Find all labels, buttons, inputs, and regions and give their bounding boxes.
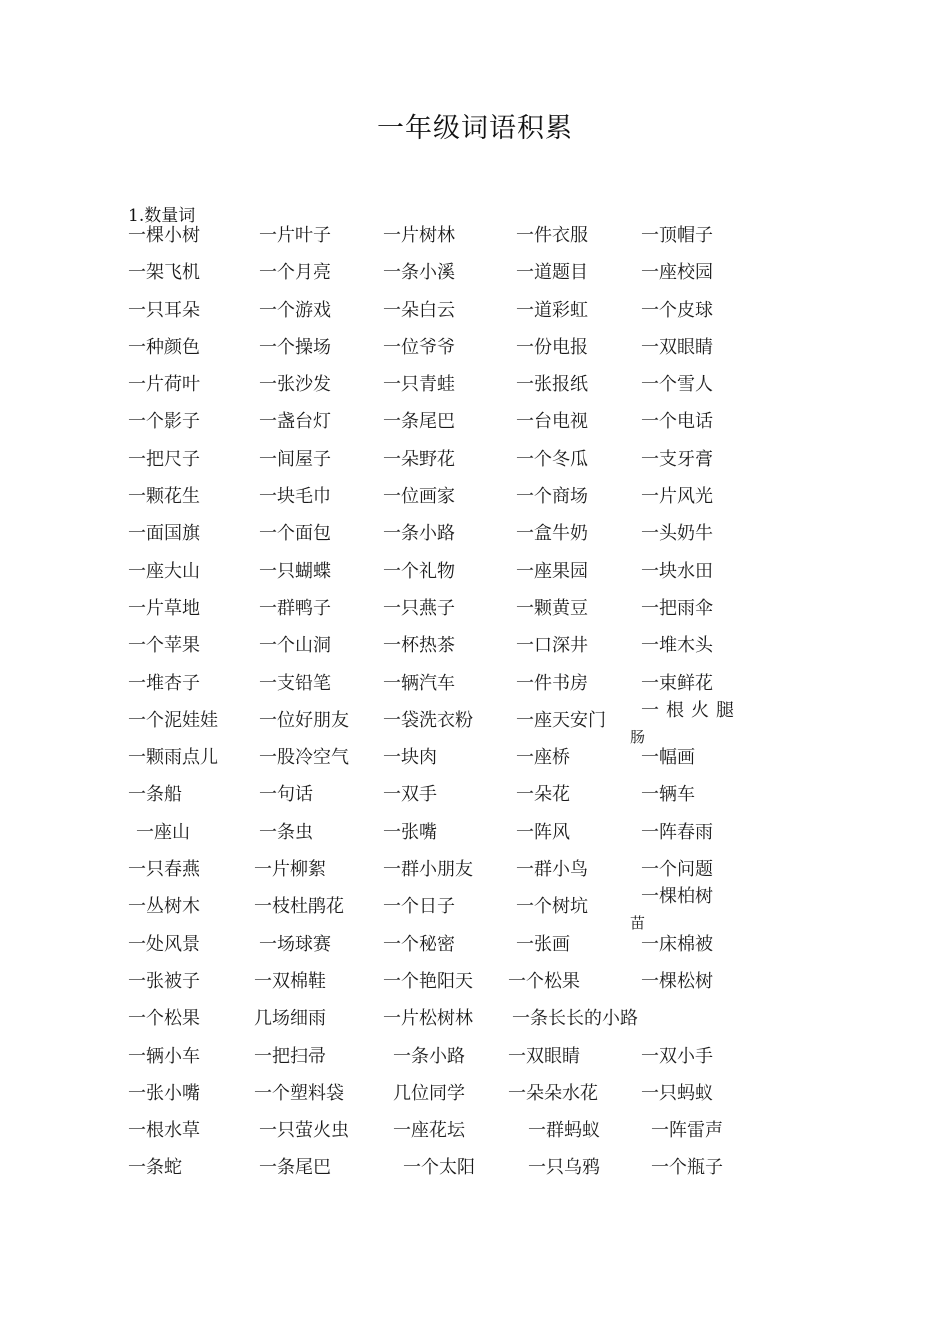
word-item: 一颗雨点儿 (128, 747, 218, 769)
word-item: 一顶帽子 (641, 225, 713, 246)
word-item: 一根水草 (128, 1120, 200, 1142)
word-row (0, 670, 950, 707)
word-item: 一个秘密 (383, 933, 455, 955)
page-title: 一年级词语积累 (377, 113, 573, 144)
word-item: 一件衣服 (516, 225, 588, 246)
word-item: 一只青蛙 (383, 374, 455, 396)
word-item: 一个问题 (641, 859, 713, 881)
word-item: 一群小鸟 (516, 859, 588, 881)
word-row (0, 446, 950, 483)
word-item: 一双眼睛 (641, 336, 713, 358)
word-item: 一群蚂蚁 (528, 1120, 600, 1142)
word-item: 一位好朋友 (259, 709, 349, 731)
word-item: 一个电话 (641, 411, 713, 433)
word-item: 一颗花生 (128, 486, 200, 508)
word-item: 一个皮球 (641, 299, 713, 321)
wrapped-character: 苗 (630, 914, 646, 933)
word-item: 一间屋子 (259, 448, 331, 470)
word-item: 一棵小树 (128, 225, 200, 246)
word-item: 一处风景 (128, 933, 200, 955)
wrapped-character: 肠 (630, 727, 646, 746)
word-item: 一个月亮 (259, 262, 331, 284)
word-item: 一枝杜鹃花 (254, 896, 344, 918)
word-item: 几位同学 (393, 1082, 465, 1104)
word-item: 一个商场 (516, 486, 588, 508)
word-item: 一个雪人 (641, 374, 713, 396)
word-item: 一座校园 (641, 262, 713, 284)
word-item: 一块肉 (383, 747, 437, 769)
word-item: 一股冷空气 (259, 747, 349, 769)
word-item: 一面国旗 (128, 523, 200, 545)
word-item: 一张报纸 (516, 374, 588, 396)
word-item: 一道彩虹 (516, 299, 588, 321)
word-item: 一座桥 (516, 747, 570, 769)
word-item: 一块毛巾 (259, 486, 331, 508)
word-item: 一个艳阳天 (383, 970, 473, 992)
word-item: 一张小嘴 (128, 1082, 200, 1104)
word-item: 一把扫帚 (254, 1045, 326, 1067)
word-item: 一条小路 (393, 1045, 465, 1067)
word-row (0, 1080, 950, 1117)
word-item: 一块水田 (641, 560, 713, 582)
word-item: 一个泥娃娃 (128, 709, 218, 731)
word-row (0, 371, 950, 408)
word-item: 一个日子 (383, 896, 455, 918)
word-row (0, 1005, 950, 1042)
word-item: 一袋洗衣粉 (383, 709, 473, 731)
word-row (0, 856, 950, 893)
word-item: 一阵风 (516, 821, 570, 843)
word-item: 一张嘴 (383, 821, 437, 843)
word-item: 一种颜色 (128, 336, 200, 358)
word-item: 一阵雷声 (651, 1120, 723, 1142)
word-item: 一片松树林 (383, 1008, 473, 1030)
word-item: 一条蛇 (128, 1157, 182, 1179)
word-item: 一个影子 (128, 411, 200, 433)
word-item: 一颗黄豆 (516, 597, 588, 619)
word-item: 一双小手 (641, 1045, 713, 1067)
word-item: 一位爷爷 (383, 336, 455, 358)
word-item: 一条小路 (383, 523, 455, 545)
word-item: 一只乌鸦 (528, 1157, 600, 1179)
word-item: 一朵白云 (383, 299, 455, 321)
word-item: 一盒牛奶 (516, 523, 588, 545)
word-item: 一个苹果 (128, 635, 200, 657)
word-row (0, 968, 950, 1005)
word-item: 一头奶牛 (641, 523, 713, 545)
word-item: 一片叶子 (259, 225, 331, 246)
word-item: 一只萤火虫 (259, 1120, 349, 1142)
word-row (0, 297, 950, 334)
word-item: 一片荷叶 (128, 374, 200, 396)
word-item: 一个太阳 (403, 1157, 475, 1179)
word-item: 一条长长的小路 (512, 1008, 638, 1030)
word-item: 一辆汽车 (383, 672, 455, 694)
word-item: 一个树坑 (516, 896, 588, 918)
word-item: 一阵春雨 (641, 821, 713, 843)
word-item: 一片草地 (128, 597, 200, 619)
word-item: 一个面包 (259, 523, 331, 545)
word-item: 一口深井 (516, 635, 588, 657)
word-item: 一条虫 (259, 821, 313, 843)
section-heading: 1.数量词 (128, 206, 196, 226)
word-item: 一片风光 (641, 486, 713, 508)
word-item: 一支牙膏 (641, 448, 713, 470)
word-item: 一个冬瓜 (516, 448, 588, 470)
word-row (0, 222, 950, 259)
word-row (0, 1154, 950, 1191)
word-item: 一条尾巴 (383, 411, 455, 433)
word-item: 一条小溪 (383, 262, 455, 284)
word-item: 一杯热茶 (383, 635, 455, 657)
word-item: 一辆车 (641, 784, 695, 806)
word-item: 一张沙发 (259, 374, 331, 396)
word-item: 一双眼睛 (508, 1045, 580, 1067)
word-item: 一棵松树 (641, 970, 713, 992)
word-row (0, 819, 950, 856)
word-item: 一只燕子 (383, 597, 455, 619)
word-item: 一根火腿 (641, 699, 741, 721)
word-item: 一句话 (259, 784, 313, 806)
word-item: 一幅画 (641, 747, 695, 769)
word-item: 一把雨伞 (641, 597, 713, 619)
word-item: 一只蝴蝶 (259, 560, 331, 582)
word-row (0, 886, 950, 933)
word-item: 一道题目 (516, 262, 588, 284)
word-row (0, 334, 950, 371)
word-item: 一片树林 (383, 225, 455, 246)
word-item: 一双棉鞋 (254, 970, 326, 992)
word-item: 一把尺子 (128, 448, 200, 470)
word-item: 一份电报 (516, 336, 588, 358)
word-row (0, 259, 950, 296)
word-row (0, 1043, 950, 1080)
word-item: 一朵野花 (383, 448, 455, 470)
word-row (0, 408, 950, 445)
word-item: 一个山洞 (259, 635, 331, 657)
word-item: 一双手 (383, 784, 437, 806)
word-item: 一只春燕 (128, 859, 200, 881)
word-item: 一片柳絮 (254, 859, 326, 881)
word-item: 一个操场 (259, 336, 331, 358)
word-item: 一张被子 (128, 970, 200, 992)
word-item: 一支铅笔 (259, 672, 331, 694)
word-item: 一座大山 (128, 560, 200, 582)
word-item: 一条尾巴 (259, 1157, 331, 1179)
word-item: 一座花坛 (393, 1120, 465, 1142)
word-row (0, 931, 950, 968)
word-item: 一个瓶子 (651, 1157, 723, 1179)
word-item: 一个塑料袋 (254, 1082, 344, 1104)
word-item: 几场细雨 (254, 1008, 326, 1030)
word-item: 一朵朵水花 (508, 1082, 598, 1104)
word-item: 一张画 (516, 933, 570, 955)
word-item: 一件书房 (516, 672, 588, 694)
word-item: 一座天安门 (516, 709, 606, 731)
word-row (0, 632, 950, 669)
word-item: 一座山 (136, 821, 190, 843)
word-item: 一场球赛 (259, 933, 331, 955)
word-item: 一辆小车 (128, 1045, 200, 1067)
word-item: 一盏台灯 (259, 411, 331, 433)
word-row (0, 699, 950, 746)
word-row (0, 595, 950, 632)
word-item: 一群鸭子 (259, 597, 331, 619)
word-item: 一架飞机 (128, 262, 200, 284)
word-row (0, 781, 950, 818)
word-row (0, 744, 950, 781)
word-grid (0, 222, 950, 1192)
word-row (0, 483, 950, 520)
word-item: 一床棉被 (641, 933, 713, 955)
word-row (0, 520, 950, 557)
word-item: 一朵花 (516, 784, 570, 806)
word-item: 一只蚂蚁 (641, 1082, 713, 1104)
word-item: 一束鲜花 (641, 672, 713, 694)
word-item: 一丛树木 (128, 896, 200, 918)
word-item: 一个松果 (128, 1008, 200, 1030)
word-item: 一座果园 (516, 560, 588, 582)
word-item: 一个礼物 (383, 560, 455, 582)
word-row (0, 1117, 950, 1154)
word-item: 一只耳朵 (128, 299, 200, 321)
word-item: 一位画家 (383, 486, 455, 508)
word-item: 一台电视 (516, 411, 588, 433)
word-item: 一群小朋友 (383, 859, 473, 881)
word-item: 一堆杏子 (128, 672, 200, 694)
word-item: 一个松果 (508, 970, 580, 992)
word-item: 一个游戏 (259, 299, 331, 321)
word-item: 一条船 (128, 784, 182, 806)
word-row (0, 558, 950, 595)
word-item: 一棵柏树 (641, 886, 713, 908)
word-item: 一堆木头 (641, 635, 713, 657)
